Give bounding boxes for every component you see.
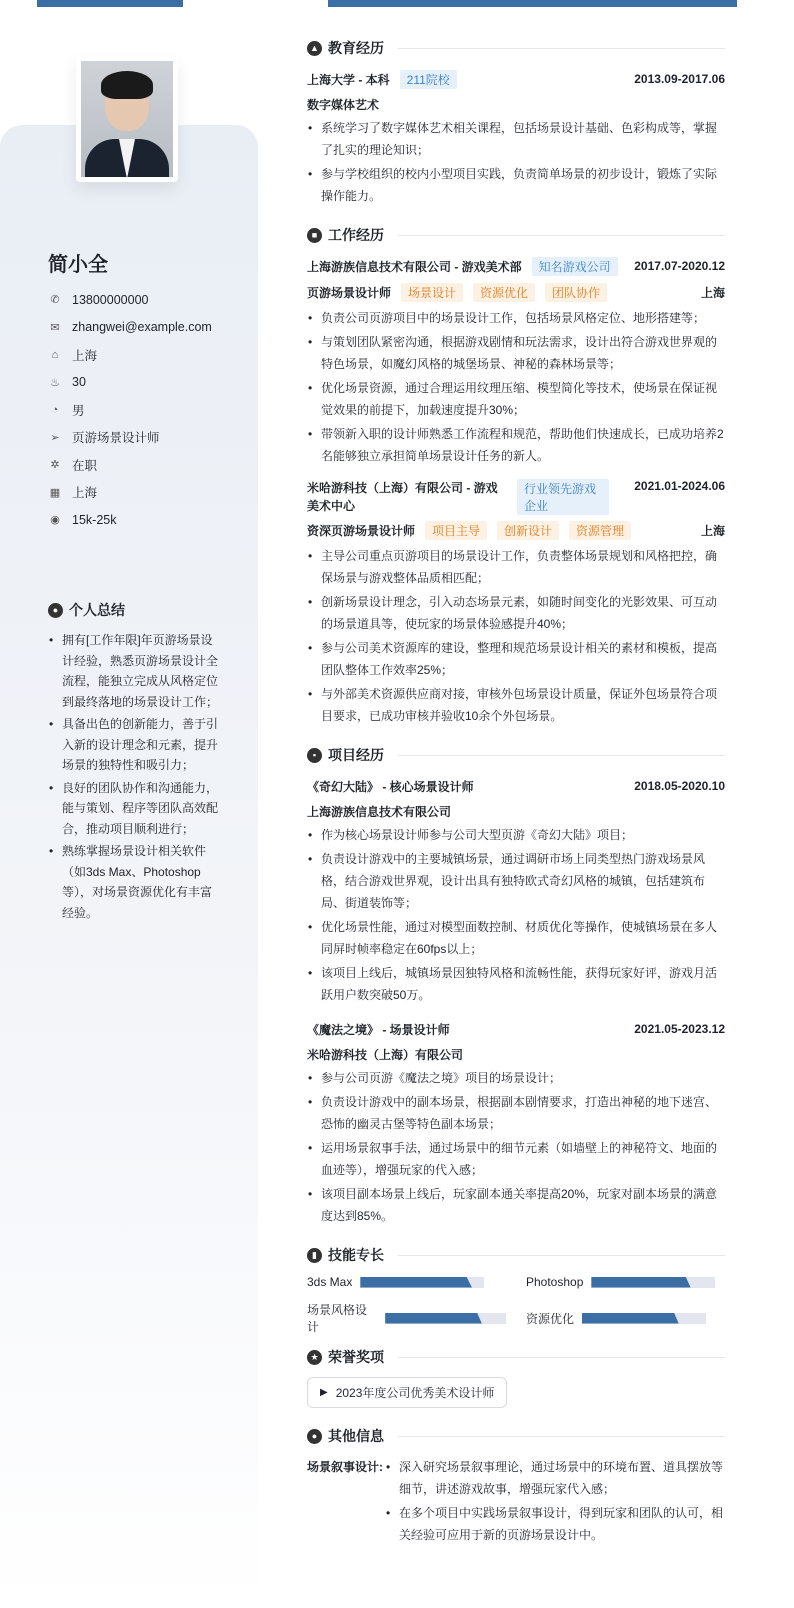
award-icon: ★: [307, 1350, 322, 1365]
major: 数字媒体艺术: [307, 98, 380, 112]
school: 上海大学 - 本科: [307, 72, 390, 87]
list-item: • 运用场景叙事手法，通过场景中的细节元素（如墙壁上的神秘符文、地面的血迹等），增强玩家的代入感；: [307, 1137, 725, 1181]
work-entry: [307, 479, 725, 727]
list-item: • 带领新入职的设计师熟悉工作流程和规范，帮助他们快速成长，已成功培养2名能够独立承担简单场景设计任务的新人。: [307, 423, 725, 467]
date: 2021.01-2024.06: [634, 479, 725, 493]
skill-name: 资源优化: [526, 1311, 575, 1326]
award-label: 2023年度公司优秀美术设计师: [335, 1386, 495, 1400]
list-item: • 参与公司美术资源库的建设，整理和规范场景设计相关的素材和模板，提高团队整体工作效率25%；: [307, 637, 725, 681]
education-section: [307, 38, 725, 207]
skill-item: [526, 1275, 725, 1289]
date: 2017.07-2020.12: [634, 259, 725, 273]
list-item: • 与策划团队紧密沟通，根据游戏剧情和玩法需求，设计出符合游戏世界观的特色场景，如魔幻风格的城堡场景、神秘的森林场景等；: [307, 331, 725, 375]
tag: 创新设计: [497, 521, 559, 540]
date: 2013.09-2017.06: [634, 72, 725, 86]
list-item: • 参与学校组织的校内小型项目实践，负责简单场景的初步设计，锻炼了实际操作能力。: [307, 163, 725, 207]
chart-icon: ▮: [307, 1248, 322, 1263]
city: 上海: [72, 486, 98, 501]
list-item: • 优化场景资源，通过合理运用纹理压缩、模型简化等技术，使场景在保证视觉效果的前提下，加载速度提升30%；: [307, 377, 725, 421]
position: 页游场景设计师: [72, 431, 160, 446]
list-item: • 在多个项目中实践场景叙事设计，得到玩家和团队的认可，相关经验可应用于新的页游场景设计中。: [385, 1502, 725, 1546]
avatar: [76, 56, 178, 182]
project-name: 《奇幻大陆》 - 核心场景设计师: [307, 779, 474, 794]
tag: 团队协作: [545, 283, 607, 302]
tag: 211院校: [400, 70, 457, 89]
role: 页游场景设计师: [307, 285, 392, 300]
skill-bar: [360, 1277, 484, 1288]
phone-icon: ✆: [50, 294, 60, 307]
list-item: • 系统学习了数字媒体艺术相关课程，包括场景设计基础、色彩构成等，掌握了扎实的理论知识；: [307, 117, 725, 161]
company: 米哈游科技（上海）有限公司 - 游戏美术中心: [307, 481, 498, 513]
building-icon: ▦: [49, 486, 61, 499]
section-title: 荣誉奖项: [328, 1349, 384, 1365]
list-item: • 深入研究场景叙事理论，通过场景中的环境布置、道具摆放等细节，讲述游戏故事，增强玩家代入感；: [385, 1456, 725, 1500]
list-item: • 创新场景设计理念，引入动态场景元素，如随时间变化的光影效果、可互动的场景道具等，使玩家的场景体验感提升40%；: [307, 591, 725, 635]
list-item: • 拥有[工作年限]年页游场景设计经验，熟悉页游场景设计全流程，能独立完成从风格定位到最终落地的场景设计工作；: [48, 630, 218, 712]
list-item: • 作为核心场景设计师参与公司大型页游《奇幻大陆》项目；: [307, 824, 725, 846]
skill-fill: [360, 1277, 472, 1288]
list-item: • 良好的团队协作和沟通能力，能与策划、程序等团队高效配合，推动项目顺利进行；: [48, 778, 218, 840]
mail-icon: ✉: [50, 321, 60, 334]
date: 2018.05-2020.10: [634, 779, 725, 793]
info-icon: ●: [307, 1429, 322, 1444]
tag: 资源优化: [473, 283, 535, 302]
skill-name: Photoshop: [526, 1275, 584, 1289]
awards-section: [307, 1347, 725, 1426]
skills-section: [307, 1245, 725, 1335]
project-entry: [307, 775, 725, 1006]
graduation-cap-icon: ▲: [307, 41, 322, 56]
tag: 行业领先游戏企业: [517, 479, 609, 515]
gender: 男: [72, 403, 85, 418]
list-item: • 负责设计游戏中的主要城镇场景，通过调研市场上同类型热门游戏场景风格，结合游戏世界观，设计出具有独特欧式奇幻风格的城镇，包括建筑布局、街道装饰等；: [307, 848, 725, 914]
tag: 知名游戏公司: [532, 257, 618, 276]
age: 30: [72, 375, 86, 390]
contact-info: [48, 286, 212, 534]
date: 2021.05-2023.12: [634, 1022, 725, 1036]
salary-icon: ◉: [50, 514, 60, 527]
list-item: • 负责公司页游项目中的场景设计工作，包括场景风格定位、地形搭建等；: [307, 307, 725, 329]
list-item: • 负责设计游戏中的副本场景，根据副本剧情要求，打造出神秘的地下迷宫、恐怖的幽灵古堡等特色副本场景；: [307, 1091, 725, 1135]
city: 上海: [700, 523, 725, 538]
work-entry: [307, 255, 725, 467]
list-item: • 该项目上线后，城镇场景因独特风格和流畅性能，获得玩家好评，游戏月活跃用户数突破50万。: [307, 962, 725, 1006]
skill-item: [526, 1301, 725, 1335]
projects-section: [307, 745, 725, 1227]
cake-icon: ♨: [50, 376, 60, 389]
section-title: 其他信息: [328, 1428, 384, 1444]
other-key: 场景叙事设计:: [307, 1460, 383, 1474]
summary-section: [48, 600, 218, 925]
city: 上海: [700, 285, 725, 300]
phone: 13800000000: [72, 292, 149, 307]
section-title: 技能专长: [328, 1247, 384, 1263]
section-title: 项目经历: [328, 747, 384, 763]
salary: 15k-25k: [72, 512, 117, 527]
tag: 资源管理: [569, 521, 631, 540]
list-item: • 与外部美术资源供应商对接，审核外包场景设计质量，保证外包场景符合项目要求，已成功审核并验收10余个外包场景。: [307, 683, 725, 727]
status: 在职: [72, 458, 98, 473]
list-item: • 参与公司页游《魔法之境》项目的场景设计；: [307, 1067, 725, 1089]
company: 上海游族信息技术有限公司 - 游戏美术部: [307, 259, 522, 274]
main-content: [307, 38, 725, 1566]
work-section: [307, 225, 725, 727]
skill-fill: [582, 1313, 679, 1324]
right-top-bar: [328, 0, 737, 7]
user-icon: ●: [48, 603, 63, 618]
skill-fill: [385, 1313, 482, 1324]
home-icon: ⌂: [51, 348, 59, 361]
company: 米哈游科技（上海）有限公司: [307, 1048, 464, 1062]
skill-bar: [582, 1313, 706, 1324]
play-icon: ▶: [320, 1387, 328, 1398]
section-title: 教育经历: [328, 40, 384, 56]
section-title: 工作经历: [328, 227, 384, 243]
other-section: [307, 1426, 725, 1548]
project-name: 《魔法之境》 - 场景设计师: [307, 1022, 450, 1037]
list-item: • 熟练掌握场景设计相关软件（如3ds Max、Photoshop等），对场景资源优化有丰富经验。: [48, 841, 218, 923]
candidate-name: 简小全: [48, 254, 108, 276]
skill-bar: [385, 1313, 506, 1324]
skill-item: [307, 1301, 506, 1335]
tag: 场景设计: [401, 283, 463, 302]
email: zhangwei@example.com: [72, 320, 212, 335]
award-item: [307, 1377, 507, 1408]
list-item: • 优化场景性能，通过对模型面数控制、材质优化等操作，使城镇场景在多人同屏时帧率稳定在60fps以上；: [307, 916, 725, 960]
list-item: • 具备出色的创新能力，善于引入新的设计理念和元素，提升场景的独特性和吸引力；: [48, 714, 218, 776]
skill-bar: [591, 1277, 715, 1288]
role: 资深页游场景设计师: [307, 523, 416, 538]
project-entry: [307, 1018, 725, 1227]
company: 上海游族信息技术有限公司: [307, 805, 452, 819]
list-item: • 该项目副本场景上线后，玩家副本通关率提高20%，玩家对副本场景的满意度达到85%。: [307, 1183, 725, 1227]
gender-icon: ◔: [51, 403, 59, 416]
location: 上海: [72, 348, 98, 363]
section-title: 个人总结: [69, 602, 125, 618]
skill-item: [307, 1275, 506, 1289]
tag: 项目主导: [425, 521, 487, 540]
list-item: • 主导公司重点页游项目的场景设计工作，负责整体场景规划和风格把控，确保场景与游戏整体品质相匹配；: [307, 545, 725, 589]
left-top-bar: [37, 0, 183, 7]
send-icon: ➢: [50, 431, 60, 444]
status-icon: ✲: [50, 459, 60, 472]
skill-fill: [591, 1277, 690, 1288]
skill-name: 场景风格设计: [307, 1303, 368, 1334]
grid-icon: ▪: [307, 748, 322, 763]
briefcase-icon: ■: [307, 228, 322, 243]
skill-name: 3ds Max: [307, 1275, 353, 1289]
